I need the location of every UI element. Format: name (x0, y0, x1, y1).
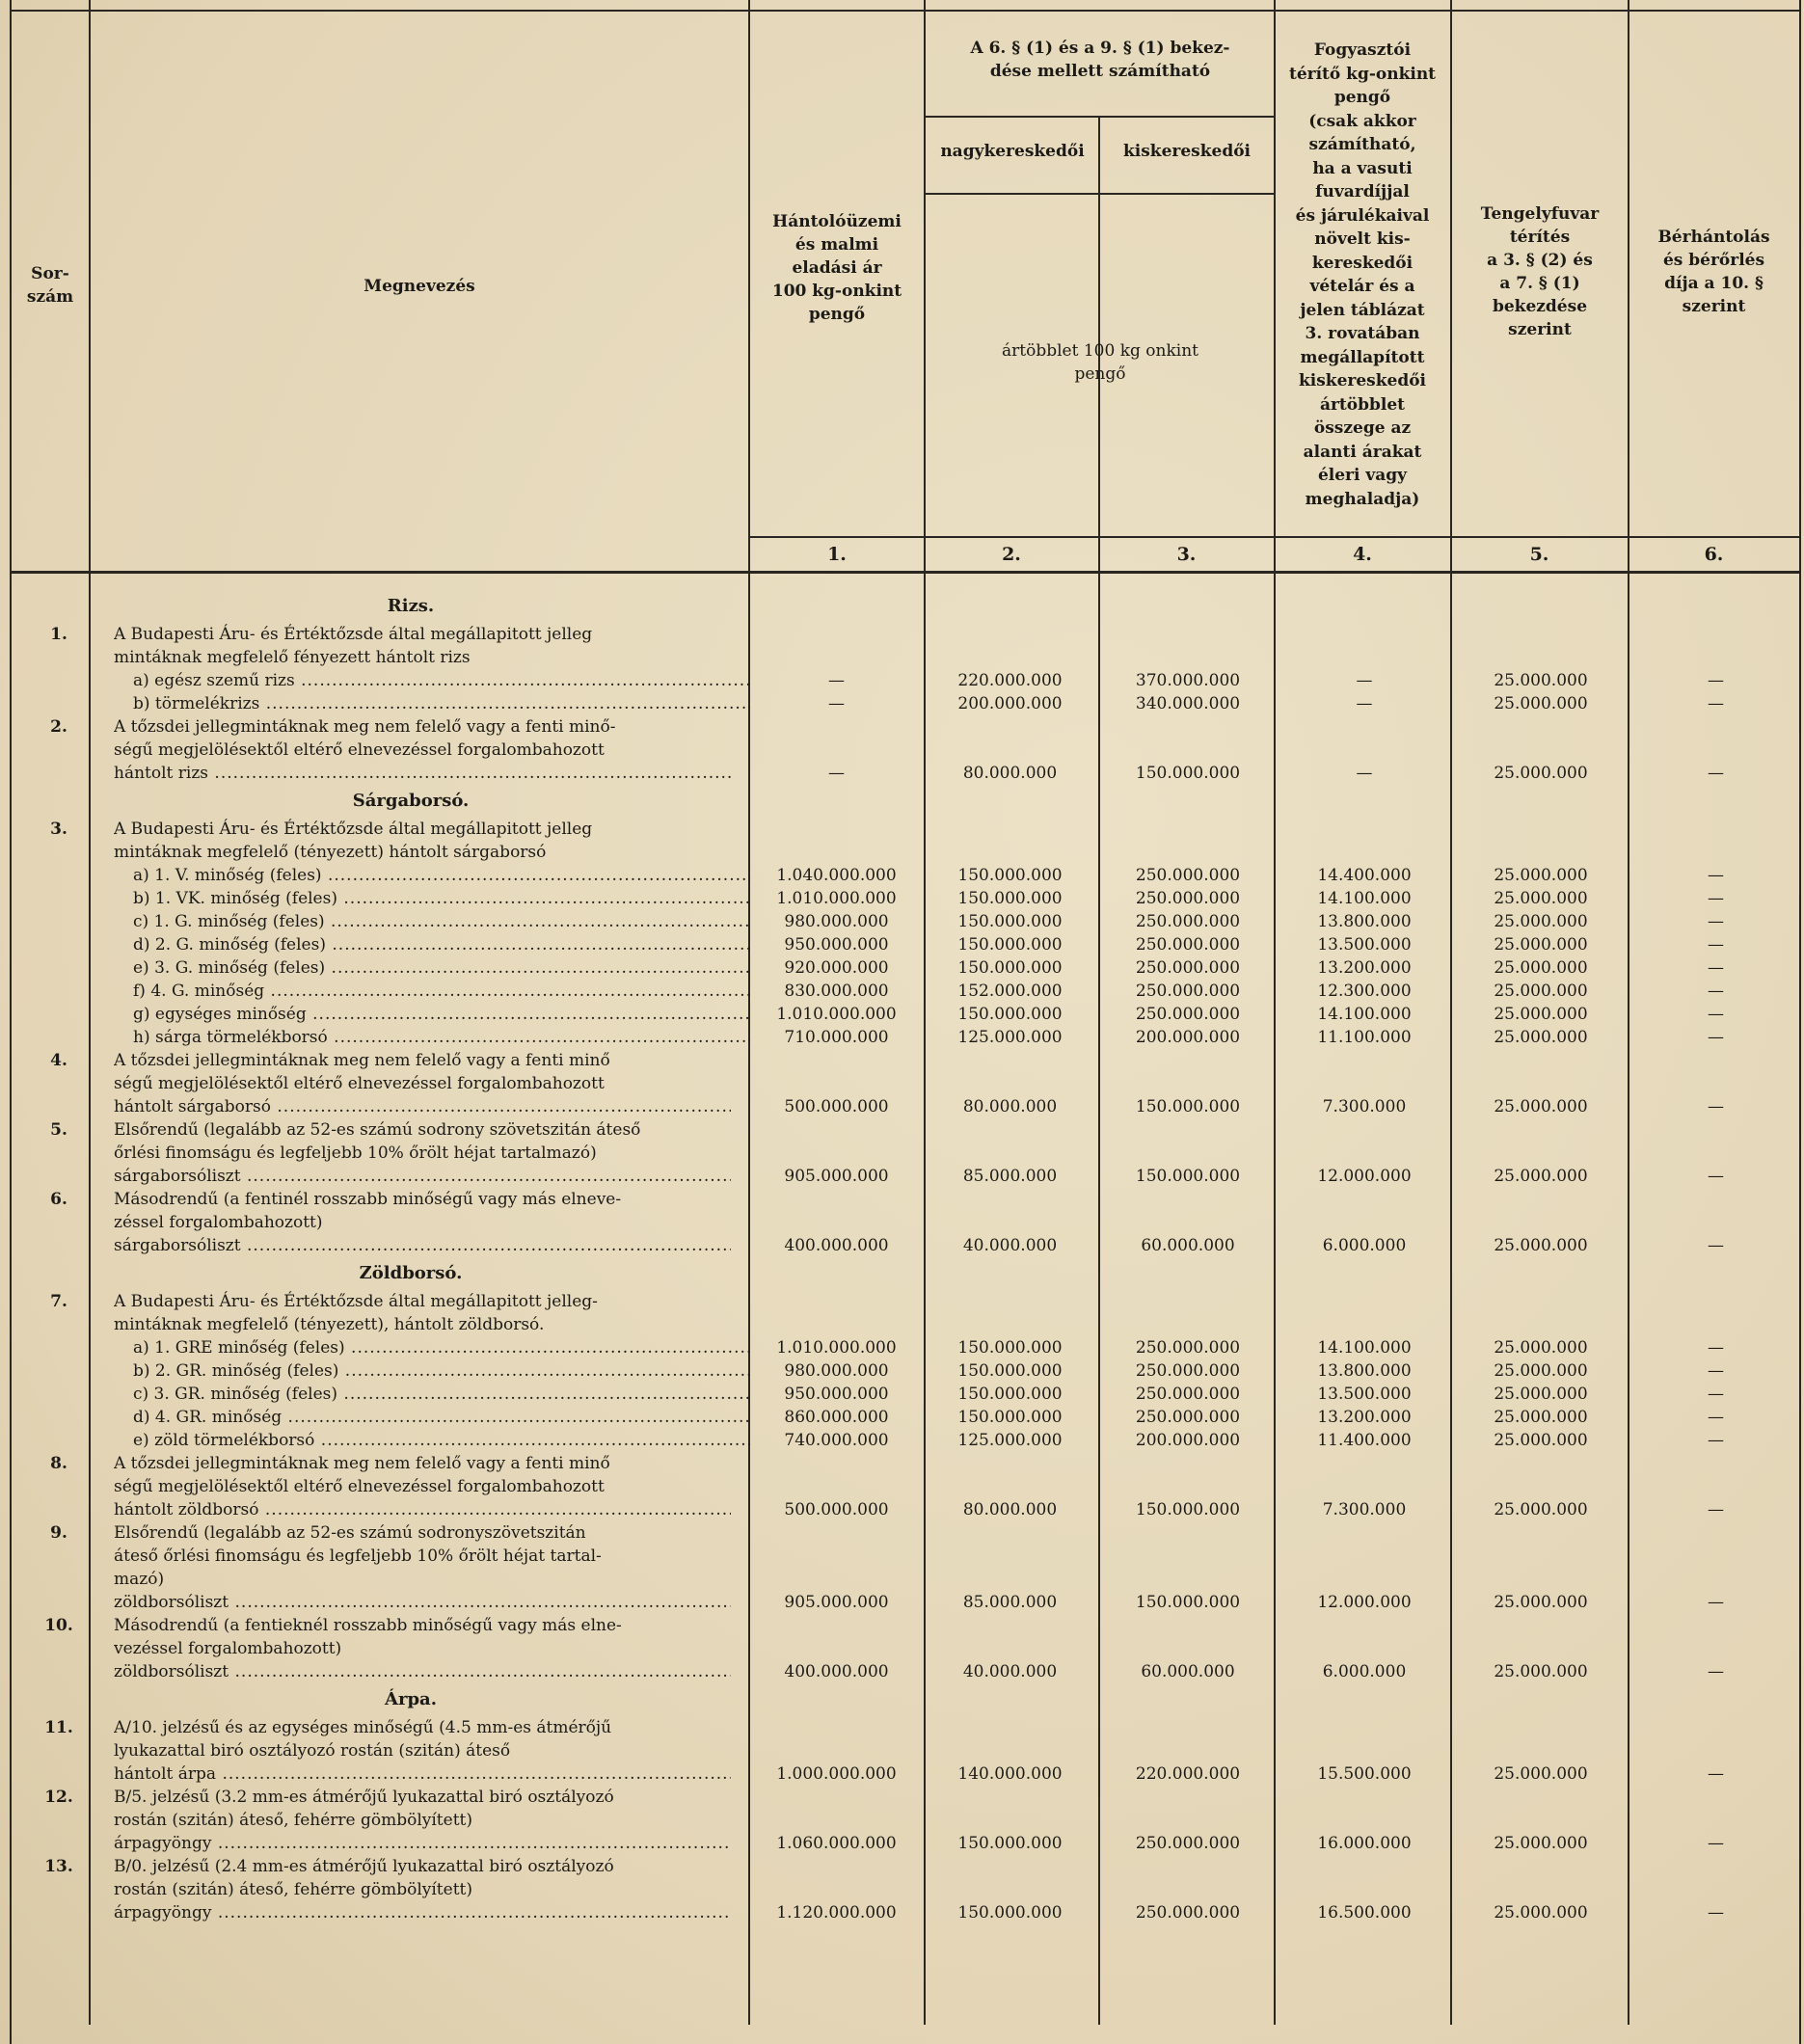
cell-c6: — (1708, 1385, 1724, 1404)
table-row (0, 1498, 1804, 1521)
table-row (0, 692, 1804, 715)
header-megnevezes: Megnevezés (363, 277, 475, 296)
cell-c3: 250.000.000 (1135, 866, 1241, 885)
cell-c6: — (1708, 1500, 1724, 1520)
row-description: h) sárga törmelékborsó ..... (133, 1026, 750, 1049)
table-row (0, 739, 1804, 762)
table-row (0, 864, 1804, 887)
rule-top (10, 10, 1801, 12)
colnum-1: 1. (827, 544, 847, 565)
cell-c3: 200.000.000 (1135, 1028, 1241, 1047)
cell-c3: 250.000.000 (1135, 935, 1241, 955)
row-description: A/10. jelzésű és az egységes minőségű (4.5 mm-es átmérőjű (114, 1718, 612, 1737)
cell-c3: 150.000.000 (1135, 1593, 1241, 1612)
cell-c5: 25.000.000 (1494, 764, 1588, 783)
row-description: rostán (szitán) áteső, fehérre gömbölyített) (114, 1880, 472, 1899)
cell-c2: 150.000.000 (957, 935, 1063, 955)
table-row (0, 623, 1804, 646)
cell-c3: 250.000.000 (1135, 1903, 1241, 1923)
row-description: A Budapesti Áru- és Értéktőzsde által megállapitott jelleg (114, 625, 593, 644)
cell-c4: — (1356, 694, 1373, 713)
table-row (0, 1809, 1804, 1832)
row-description: hántolt rizs ..... (114, 762, 731, 785)
cell-c3: 150.000.000 (1135, 1167, 1241, 1186)
table-row (0, 1591, 1804, 1614)
row-description: A tőzsdei jellegmintáknak meg nem felelő vagy a fenti minő (114, 1051, 610, 1070)
row-description: d) 2. G. minőség (feles) ..... (133, 933, 750, 956)
table-row (0, 841, 1804, 864)
row-number: 9. (50, 1523, 67, 1543)
row-description: A Budapesti Áru- és Értéktőzsde által megállapitott jelleg- (114, 1292, 598, 1311)
header-col2-sub: nagykereskedői (940, 142, 1085, 161)
table-row (0, 715, 1804, 739)
rule-colnum-top (748, 536, 1801, 538)
table-row (0, 1475, 1804, 1498)
row-description: mintáknak megfelelő fényezett hántolt rizs (114, 648, 471, 667)
row-description: A Budapesti Áru- és Értéktőzsde által megállapitott jelleg (114, 820, 593, 839)
cell-c4: 12.000.000 (1317, 1593, 1412, 1612)
row-description: f) 4. G. minőség ..... (133, 980, 750, 1003)
table-row (0, 1211, 1804, 1234)
cell-c4: 13.200.000 (1317, 958, 1412, 978)
table-row (0, 1878, 1804, 1901)
row-description: sárgaborsóliszt ..... (114, 1165, 731, 1188)
cell-c2: 125.000.000 (957, 1028, 1063, 1047)
table-row (0, 1429, 1804, 1452)
cell-c6: — (1708, 1903, 1724, 1923)
cell-c6: — (1708, 889, 1724, 908)
cell-c2: 200.000.000 (957, 694, 1063, 713)
table-row (0, 1359, 1804, 1383)
cell-c6: — (1708, 694, 1724, 713)
cell-c4: 11.400.000 (1317, 1431, 1412, 1450)
cell-c2: 85.000.000 (962, 1167, 1058, 1186)
row-description: Másodrendű (a fentinél rosszabb minőségű vagy más elneve- (114, 1190, 622, 1209)
cell-c2: 80.000.000 (962, 764, 1058, 783)
cell-c1: 1.010.000.000 (776, 1338, 897, 1358)
row-description: lyukazattal biró osztályozó rostán (szitán) áteső (114, 1741, 511, 1761)
colnum-3: 3. (1176, 544, 1197, 565)
row-description: a) 1. V. minőség (feles) ..... (133, 864, 750, 887)
cell-c6: — (1708, 1662, 1724, 1681)
cell-c3: 250.000.000 (1135, 1385, 1241, 1404)
cell-c4: 6.000.000 (1322, 1662, 1407, 1681)
table-row (0, 933, 1804, 956)
cell-c4: 13.500.000 (1317, 935, 1412, 955)
cell-c4: 14.100.000 (1317, 889, 1412, 908)
row-number: 13. (44, 1857, 73, 1876)
cell-c5: 25.000.000 (1494, 1385, 1588, 1404)
row-number: 6. (50, 1190, 67, 1209)
header-col6: Bérhántolás és bérőrlés díja a 10. § szerint (1657, 228, 1770, 316)
row-number: 11. (44, 1718, 73, 1737)
cell-c6: — (1708, 1764, 1724, 1784)
cell-c4: 13.500.000 (1317, 1385, 1412, 1404)
table-row (0, 1716, 1804, 1739)
row-description: d) 4. GR. minőség ..... (133, 1406, 750, 1429)
table-row (0, 646, 1804, 669)
cell-c5: 25.000.000 (1494, 1431, 1588, 1450)
cell-c5: 25.000.000 (1494, 1764, 1588, 1784)
cell-c4: 7.300.000 (1322, 1500, 1407, 1520)
cell-c4: 13.200.000 (1317, 1408, 1412, 1427)
cell-c1: 950.000.000 (784, 935, 889, 955)
cell-c2: 150.000.000 (957, 912, 1063, 931)
cell-c4: 14.400.000 (1317, 866, 1412, 885)
cell-c5: 25.000.000 (1494, 889, 1588, 908)
cell-c1: — (828, 671, 845, 690)
row-number: 7. (50, 1292, 67, 1311)
cell-c3: 150.000.000 (1135, 1500, 1241, 1520)
cell-c5: 25.000.000 (1494, 1005, 1588, 1024)
colnum-2: 2. (1002, 544, 1021, 565)
cell-c1: 1.000.000.000 (776, 1764, 897, 1784)
cell-c5: 25.000.000 (1494, 1338, 1588, 1358)
cell-c4: 13.800.000 (1317, 912, 1412, 931)
cell-c1: 980.000.000 (784, 912, 889, 931)
cell-c1: 1.010.000.000 (776, 1005, 897, 1024)
table-row (0, 956, 1804, 980)
table-row (0, 1383, 1804, 1406)
cell-c1: 1.040.000.000 (776, 866, 897, 885)
cell-c6: — (1708, 866, 1724, 885)
table-row (0, 887, 1804, 910)
cell-c5: 25.000.000 (1494, 1361, 1588, 1381)
table-row (0, 1786, 1804, 1809)
cell-c4: 16.500.000 (1317, 1903, 1412, 1923)
cell-c2: 150.000.000 (957, 1338, 1063, 1358)
table-row (0, 1568, 1804, 1591)
row-description: g) egységes minőség ..... (133, 1003, 750, 1026)
cell-c4: 13.800.000 (1317, 1361, 1412, 1381)
row-description: vezéssel forgalombahozott) (114, 1639, 342, 1658)
row-description: e) 3. G. minőség (feles) ..... (133, 956, 750, 980)
row-description: B/0. jelzésű (2.4 mm-es átmérőjű lyukazattal biró osztályozó (114, 1857, 614, 1876)
cell-c2: 150.000.000 (957, 1834, 1063, 1853)
section-heading: Sárgaborsó. (352, 791, 470, 811)
cell-c2: 150.000.000 (957, 1903, 1063, 1923)
row-number: 8. (50, 1454, 67, 1473)
row-number: 10. (44, 1616, 73, 1635)
cell-c3: 250.000.000 (1135, 958, 1241, 978)
cell-c5: 25.000.000 (1494, 694, 1588, 713)
row-description: hántolt zöldborsó ..... (114, 1498, 731, 1521)
cell-c4: 11.100.000 (1317, 1028, 1412, 1047)
cell-c2: 150.000.000 (957, 1385, 1063, 1404)
cell-c6: — (1708, 1361, 1724, 1381)
cell-c6: — (1708, 1431, 1724, 1450)
cell-c4: 7.300.000 (1322, 1097, 1407, 1116)
cell-c3: 250.000.000 (1135, 1834, 1241, 1853)
cell-c3: 370.000.000 (1135, 671, 1241, 690)
cell-c1: 710.000.000 (784, 1028, 889, 1047)
section-heading: Árpa. (385, 1689, 437, 1709)
cell-c4: 12.000.000 (1317, 1167, 1412, 1186)
cell-c1: 400.000.000 (784, 1662, 889, 1681)
row-description: Elsőrendű (legalább az 52-es számú sodronyszövetszitán (114, 1523, 586, 1543)
cell-c5: 25.000.000 (1494, 1500, 1588, 1520)
table-row (0, 1832, 1804, 1855)
cell-c3: 250.000.000 (1135, 1005, 1241, 1024)
colnum-6: 6. (1704, 544, 1724, 565)
cell-c1: 1.060.000.000 (776, 1834, 897, 1853)
cell-c6: — (1708, 671, 1724, 690)
cell-c1: 980.000.000 (784, 1361, 889, 1381)
cell-c1: 830.000.000 (784, 982, 889, 1001)
table-row (0, 1003, 1804, 1026)
row-description: hántolt sárgaborsó ..... (114, 1095, 731, 1118)
cell-c5: 25.000.000 (1494, 1167, 1588, 1186)
cell-c3: 250.000.000 (1135, 889, 1241, 908)
cell-c6: — (1708, 1028, 1724, 1047)
cell-c5: 25.000.000 (1494, 1097, 1588, 1116)
table-row (0, 1290, 1804, 1313)
cell-c5: 25.000.000 (1494, 982, 1588, 1001)
cell-c6: — (1708, 958, 1724, 978)
cell-c1: 950.000.000 (784, 1385, 889, 1404)
cell-c6: — (1708, 1338, 1724, 1358)
table-row (0, 1406, 1804, 1429)
row-description: mintáknak megfelelő (tényezett), hántolt zöldborsó. (114, 1315, 545, 1334)
header-col4: Fogyasztói térítő kg-onkint pengő (csak akkor számítható, ha a vasuti fuvardíjjal és járulékaival növelt kis- kereskedői vételár és a jelen táblázat 3. rovatában megállapított kiskereskedői ártöbblet összege az alanti árakat éleri vagy meghaladja) (1288, 40, 1437, 509)
table-row (0, 1452, 1804, 1475)
row-description: b) 2. GR. minőség (feles) ..... (133, 1359, 750, 1383)
table-row (0, 1165, 1804, 1188)
row-description: b) 1. VK. minőség (feles) ..... (133, 887, 750, 910)
cell-c5: 25.000.000 (1494, 671, 1588, 690)
cell-c4: 16.000.000 (1317, 1834, 1412, 1853)
cell-c2: 80.000.000 (962, 1097, 1058, 1116)
table-row (0, 1095, 1804, 1118)
cell-c6: — (1708, 1167, 1724, 1186)
table-row (0, 1313, 1804, 1336)
cell-c2: 150.000.000 (957, 1408, 1063, 1427)
cell-c6: — (1708, 764, 1724, 783)
header-col23-bottom: ártöbblet 100 kg onkint pengő (1002, 341, 1198, 384)
table-row (0, 1072, 1804, 1095)
cell-c5: 25.000.000 (1494, 1593, 1588, 1612)
cell-c5: 25.000.000 (1494, 958, 1588, 978)
cell-c2: 140.000.000 (957, 1764, 1063, 1784)
cell-c6: — (1708, 1593, 1724, 1612)
row-description: sárgaborsóliszt ..... (114, 1234, 731, 1257)
cell-c3: 250.000.000 (1135, 912, 1241, 931)
cell-c3: 250.000.000 (1135, 1338, 1241, 1358)
cell-c3: 200.000.000 (1135, 1431, 1241, 1450)
table-row (0, 1901, 1804, 1924)
cell-c2: 150.000.000 (957, 958, 1063, 978)
table-row (0, 1188, 1804, 1211)
header-col1: Hántolóüzemi és malmi eladási ár 100 kg-onkint pengő (771, 212, 902, 324)
table-row (0, 1142, 1804, 1165)
cell-c1: 920.000.000 (784, 958, 889, 978)
table-row (0, 1336, 1804, 1359)
table-row (0, 1660, 1804, 1683)
cell-c3: 250.000.000 (1135, 982, 1241, 1001)
cell-c1: 905.000.000 (784, 1167, 889, 1186)
colnum-4: 4. (1353, 544, 1372, 565)
colnum-5: 5. (1529, 544, 1549, 565)
cell-c6: — (1708, 912, 1724, 931)
cell-c1: 500.000.000 (784, 1097, 889, 1116)
cell-c2: 220.000.000 (957, 671, 1063, 690)
cell-c3: 60.000.000 (1141, 1236, 1235, 1255)
cell-c1: 1.010.000.000 (776, 889, 897, 908)
table-row (0, 1521, 1804, 1545)
row-description: a) 1. GRE minőség (feles) ..... (133, 1336, 750, 1359)
row-description: hántolt árpa ..... (114, 1762, 731, 1786)
row-description: árpagyöngy ..... (114, 1832, 731, 1855)
cell-c2: 85.000.000 (962, 1593, 1058, 1612)
row-description: B/5. jelzésű (3.2 mm-es átmérőjű lyukazattal biró osztályozó (114, 1788, 614, 1807)
row-description: e) zöld törmelékborsó ..... (133, 1429, 750, 1452)
cell-c2: 125.000.000 (957, 1431, 1063, 1450)
row-description: áteső őrlési finomságu és legfeljebb 10% őrölt héjat tartal- (114, 1546, 602, 1566)
cell-c5: 25.000.000 (1494, 935, 1588, 955)
cell-c1: 860.000.000 (784, 1408, 889, 1427)
row-number: 12. (44, 1788, 73, 1807)
cell-c3: 150.000.000 (1135, 764, 1241, 783)
row-description: rostán (szitán) áteső, fehérre gömbölyített) (114, 1811, 472, 1830)
cell-c5: 25.000.000 (1494, 1408, 1588, 1427)
cell-c3: 60.000.000 (1141, 1662, 1235, 1681)
row-description: a) egész szemű rizs ..... (133, 669, 750, 692)
table-row (0, 1762, 1804, 1786)
cell-c5: 25.000.000 (1494, 912, 1588, 931)
table-row (0, 1855, 1804, 1878)
cell-c1: 740.000.000 (784, 1431, 889, 1450)
cell-c1: — (828, 694, 845, 713)
cell-c2: 150.000.000 (957, 1005, 1063, 1024)
cell-c2: 80.000.000 (962, 1500, 1058, 1520)
cell-c6: — (1708, 982, 1724, 1001)
table-row (0, 980, 1804, 1003)
row-description: ségű megjelölésektől eltérő elnevezéssel forgalombahozott (114, 1074, 605, 1093)
cell-c1: 500.000.000 (784, 1500, 889, 1520)
cell-c2: 150.000.000 (957, 1361, 1063, 1381)
row-description: zéssel forgalombahozott) (114, 1213, 323, 1232)
row-description: zöldborsóliszt ..... (114, 1591, 731, 1614)
row-number: 5. (50, 1120, 67, 1140)
section-heading: Zöldborsó. (359, 1263, 463, 1283)
row-description: zöldborsóliszt ..... (114, 1660, 731, 1683)
cell-c5: 25.000.000 (1494, 1903, 1588, 1923)
row-description: c) 3. GR. minőség (feles) ..... (133, 1383, 750, 1406)
cell-c2: 150.000.000 (957, 866, 1063, 885)
header-sorszam: Sor- szám (26, 264, 74, 307)
table-row (0, 762, 1804, 785)
row-description: árpagyöngy ..... (114, 1901, 731, 1924)
cell-c3: 250.000.000 (1135, 1361, 1241, 1381)
row-description: A tőzsdei jellegmintáknak meg nem felelő vagy a fenti minő- (114, 717, 616, 737)
row-description: mazó) (114, 1570, 165, 1589)
table-row (0, 1118, 1804, 1142)
table-row (0, 1614, 1804, 1637)
table-row (0, 1234, 1804, 1257)
rule-header-bottom (10, 571, 1801, 574)
cell-c6: — (1708, 1408, 1724, 1427)
cell-c2: 40.000.000 (962, 1236, 1058, 1255)
cell-c3: 250.000.000 (1135, 1408, 1241, 1427)
row-description: c) 1. G. minőség (feles) ..... (133, 910, 750, 933)
cell-c6: — (1708, 1005, 1724, 1024)
cell-c3: 340.000.000 (1135, 694, 1241, 713)
row-number: 3. (50, 820, 67, 839)
row-number: 2. (50, 717, 67, 737)
table-row (0, 669, 1804, 692)
cell-c4: 14.100.000 (1317, 1005, 1412, 1024)
cell-c6: — (1708, 1097, 1724, 1116)
header-col23-top: A 6. § (1) és a 9. § (1) bekez- dése mellett számítható (970, 39, 1230, 81)
header-col5: Tengelyfuvar térítés a 3. § (2) és a 7. § (1) bekezdése szerint (1480, 204, 1600, 339)
cell-c4: 6.000.000 (1322, 1236, 1407, 1255)
row-description: Elsőrendű (legalább az 52-es számú sodrony szövetszitán áteső (114, 1120, 641, 1140)
table-row (0, 1545, 1804, 1568)
cell-c4: — (1356, 764, 1373, 783)
cell-c2: 150.000.000 (957, 889, 1063, 908)
cell-c4: 14.100.000 (1317, 1338, 1412, 1358)
cell-c5: 25.000.000 (1494, 866, 1588, 885)
cell-c3: 150.000.000 (1135, 1097, 1241, 1116)
row-description: ségű megjelölésektől eltérő elnevezéssel forgalombahozott (114, 1477, 605, 1496)
row-description: ségű megjelölésektől eltérő elnevezéssel forgalombahozott (114, 740, 605, 760)
cell-c5: 25.000.000 (1494, 1028, 1588, 1047)
cell-c3: 220.000.000 (1135, 1764, 1241, 1784)
table-row (0, 1026, 1804, 1049)
row-description: b) törmelékrizs ..... (133, 692, 750, 715)
cell-c6: — (1708, 935, 1724, 955)
cell-c5: 25.000.000 (1494, 1236, 1588, 1255)
row-description: A tőzsdei jellegmintáknak meg nem felelő vagy a fenti minő (114, 1454, 610, 1473)
rule-sub-top (924, 116, 1276, 118)
cell-c4: 15.500.000 (1317, 1764, 1412, 1784)
cell-c6: — (1708, 1236, 1724, 1255)
cell-c4: — (1356, 671, 1373, 690)
cell-c1: 905.000.000 (784, 1593, 889, 1612)
section-heading: Rizs. (387, 596, 435, 616)
header-col3-sub: kiskereskedői (1122, 142, 1252, 161)
cell-c6: — (1708, 1834, 1724, 1853)
cell-c5: 25.000.000 (1494, 1834, 1588, 1853)
table-row (0, 818, 1804, 841)
row-number: 4. (50, 1051, 67, 1070)
row-description: mintáknak megfelelő (tényezett) hántolt sárgaborsó (114, 843, 547, 862)
table-row (0, 1049, 1804, 1072)
cell-c1: 1.120.000.000 (776, 1903, 897, 1923)
row-number: 1. (50, 625, 67, 644)
table-row (0, 910, 1804, 933)
cell-c1: — (828, 764, 845, 783)
row-description: Másodrendű (a fentieknél rosszabb minőségű vagy más elne- (114, 1616, 622, 1635)
table-row (0, 1739, 1804, 1762)
table-row (0, 1637, 1804, 1660)
cell-c2: 40.000.000 (962, 1662, 1058, 1681)
cell-c4: 12.300.000 (1317, 982, 1412, 1001)
cell-c5: 25.000.000 (1494, 1662, 1588, 1681)
cell-c2: 152.000.000 (957, 982, 1063, 1001)
cell-c1: 400.000.000 (784, 1236, 889, 1255)
row-description: őrlési finomságu és legfeljebb 10% őrölt héjat tartalmazó) (114, 1143, 597, 1163)
rule-sub-bottom (924, 193, 1276, 195)
